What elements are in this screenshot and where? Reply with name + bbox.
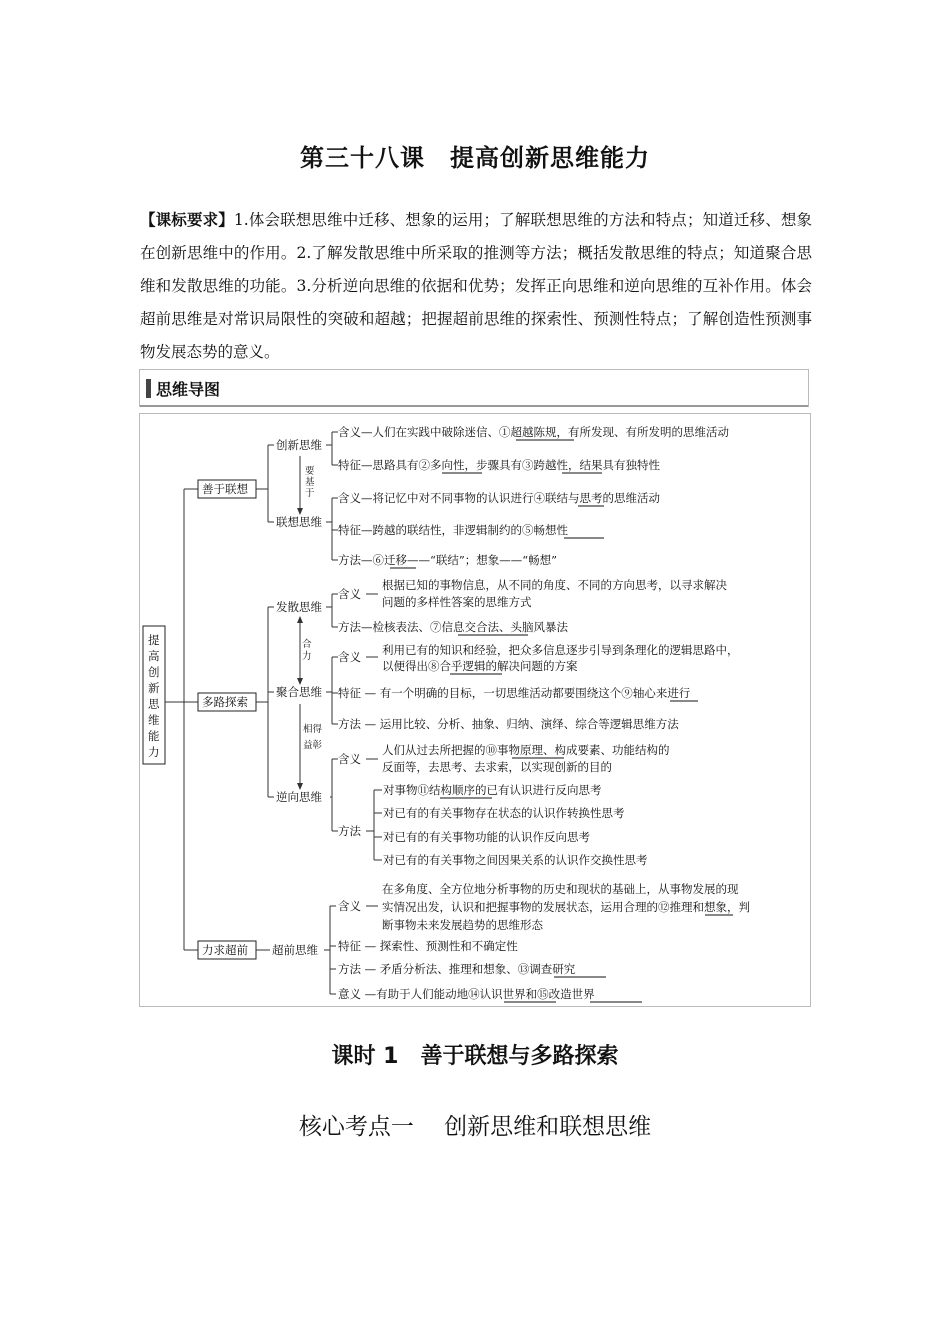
- l1-multipath: 多路探索: [202, 695, 248, 709]
- line-cq-meaning-1: 在多角度、全方位地分析事物的历史和现状的基础上，从事物发展的现: [382, 882, 739, 896]
- line-cx-meaning: 含义—人们在实践中破除迷信、①超越陈规，有所发现、有所发明的思维活动: [338, 425, 729, 439]
- curriculum-requirement: [140, 204, 812, 369]
- line-nx-method-4: 对已有的有关事物之间因果关系的认识作交换性思考: [383, 853, 648, 867]
- mindmap-header-label: 思维导图: [156, 380, 221, 399]
- root-char: 能: [148, 729, 160, 743]
- page-title: 第三十八课 提高创新思维能力: [300, 144, 650, 172]
- node-divergent-thinking: 发散思维: [276, 600, 322, 614]
- line-cq-method: 方法 — 矛盾分析法、推理和想象、⑬调查研究: [338, 962, 576, 976]
- label-jh-meaning: 含义: [338, 650, 361, 664]
- requirement-text: 1.体会联想思维中迁移、想象的运用；了解联想思维的方法和特点；知道迁移、想象在创新思维中的作用。2.了解发散思维中所采取的推测等方法；概括发散思维的特点；知道聚合思维和发散思维的功能。3.分析逆向思维的依据和优势；发挥正向思维和逆向思维的互补作用。体会超前思维是对常识局限性的突破和超越；把握超前思维的探索性、预测性特点；了解创造性预测事物发展态势的意义。: [140, 211, 812, 361]
- relation-char: 合: [302, 639, 312, 650]
- line-nx-meaning-2: 反面等，去思考、去求索，以实现创新的目的: [382, 760, 612, 774]
- line-jh-feature: 特征 — 有一个明确的目标，一切思维活动都要围绕这个⑨轴心来进行: [338, 686, 691, 700]
- l1-ahead: 力求超前: [202, 943, 248, 957]
- label-cq-meaning: 含义: [338, 899, 361, 913]
- relation-char: 要: [305, 466, 315, 477]
- line-nx-method-3: 对已有的有关事物功能的认识作反向思考: [383, 830, 590, 844]
- relation-char: 力: [302, 651, 312, 662]
- core-point-title: 核心考点一 创新思维和联想思维: [298, 1114, 652, 1140]
- header-bar-icon: [146, 379, 151, 398]
- node-ahead-thinking: 超前思维: [272, 943, 318, 957]
- label-fs-meaning: 含义: [338, 587, 361, 601]
- line-fs-meaning-1: 根据已知的事物信息，从不同的角度、不同的方向思考，以寻求解决: [382, 578, 727, 592]
- label-nx-method: 方法: [338, 824, 361, 838]
- line-fs-method: 方法—检核表法、⑦信息交合法、头脑风暴法: [338, 620, 568, 634]
- line-jh-meaning-1: 利用已有的知识和经验，把众多信息逐步引导到条理化的逻辑思路中，: [382, 643, 739, 657]
- root-char: 提: [148, 633, 160, 647]
- line-cq-meaning-3: 断事物未来发展趋势的思维形态: [382, 918, 543, 932]
- line-lx-method: 方法—⑥迁移——“联结”；想象——“畅想”: [338, 553, 558, 567]
- line-jh-meaning-2: 以便得出⑧合乎逻辑的解决问题的方案: [382, 659, 578, 673]
- line-nx-meaning-1: 人们从过去所把握的⑩事物原理、构成要素、功能结构的: [382, 743, 670, 757]
- root-char: 创: [148, 665, 160, 679]
- mindmap-header: [139, 369, 809, 407]
- root-char: 新: [148, 681, 160, 695]
- line-cq-significance: 意义 —有助于人们能动地⑭认识世界和⑮改造世界: [338, 987, 595, 1001]
- relation-char: 于: [305, 488, 315, 499]
- line-nx-method-2: 对已有的有关事物存在状态的认识作转换性思考: [383, 806, 625, 820]
- node-associative-thinking: 联想思维: [276, 515, 322, 529]
- root-char: 维: [148, 713, 160, 727]
- node-innovative-thinking: 创新思维: [276, 438, 322, 452]
- line-cq-feature: 特征 — 探索性、预测性和不确定性: [338, 939, 518, 953]
- relation-label: 益彰: [303, 740, 323, 751]
- mindmap: [139, 413, 811, 1007]
- line-cq-meaning-2: 实情况出发，认识和把握事物的发展状态，运用合理的⑫推理和想象，判: [382, 900, 750, 914]
- line-lx-meaning: 含义—将记忆中对不同事物的认识进行④联结与思考的思维活动: [338, 491, 660, 505]
- relation-label: 相得: [303, 724, 323, 735]
- node-convergent-thinking: 聚合思维: [276, 685, 322, 699]
- node-reverse-thinking: 逆向思维: [276, 790, 322, 804]
- requirement-tag: 【课标要求】: [140, 211, 234, 229]
- label-nx-meaning: 含义: [338, 752, 361, 766]
- line-fs-meaning-2: 问题的多样性答案的思维方式: [382, 595, 532, 609]
- mindmap-diagram: [140, 414, 812, 1008]
- line-nx-method-1: 对事物⑪结构顺序的已有认识进行反向思考: [383, 783, 602, 797]
- root-char: 力: [148, 745, 160, 759]
- relation-char: 基: [305, 477, 315, 488]
- l1-association: 善于联想: [202, 482, 248, 496]
- lesson-title: 课时 1 善于联想与多路探索: [331, 1044, 619, 1069]
- root-char: 高: [148, 649, 160, 663]
- line-lx-feature: 特征—跨越的联结性，非逻辑制约的⑤畅想性: [338, 523, 568, 537]
- line-cx-feature: 特征—思路具有②多向性，步骤具有③跨越性，结果具有独特性: [338, 458, 660, 472]
- root-char: 思: [148, 697, 160, 711]
- line-jh-method: 方法 — 运用比较、分析、抽象、归纳、演绎、综合等逻辑思维方法: [338, 717, 679, 731]
